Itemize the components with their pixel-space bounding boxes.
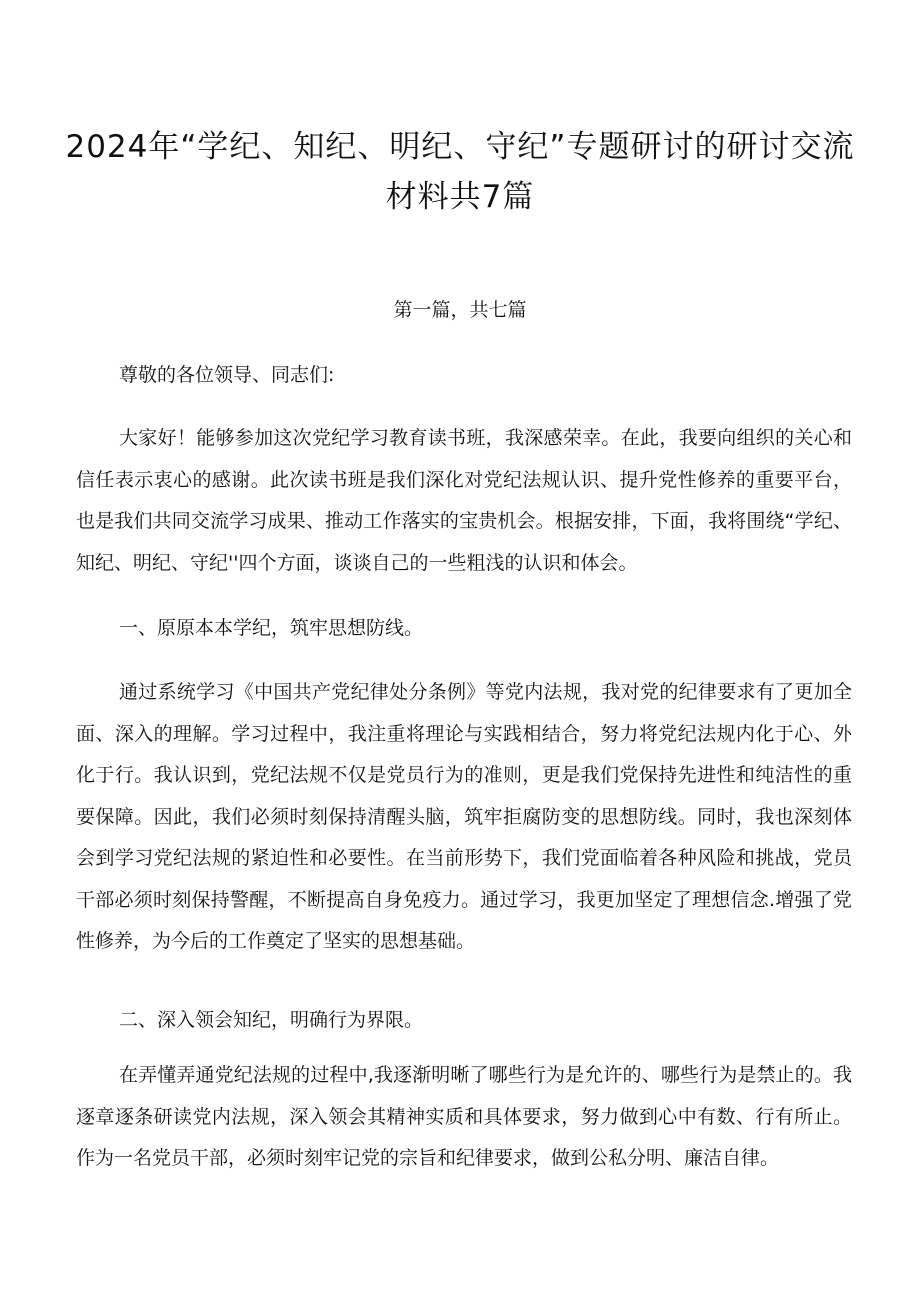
paragraph-intro: 大家好！能够参加这次党纪学习教育读书班，我深感荣幸。在此，我要向组织的关心和信任表示衷心的感谢。此次读书班是我们深化对党纪法规认识、提升党性修养的重要平台，也是我们共同交流学习成果、推动工作落实的宝贵机会。根据安排，下面，我将围绕“学纪、知纪、明纪、守纪''四个方面，谈谈自己的一些粗浅的认识和体会。 xyxy=(76,427,852,574)
paragraph-section-2: 在弄懂弄通党纪法规的过程中,我逐渐明晰了哪些行为是允许的、哪些行为是禁止的。我逐章逐条研读党内法规，深入领会其精神实质和具体要求，努力做到心中有数、行有所止。作为一名党员干部，必须时刻牢记党的宗旨和纪律要求，做到公私分明、廉洁自律。 xyxy=(76,1064,852,1169)
paragraph-section-1: 通过系统学习《中国共产党纪律处分条例》等党内法规，我对党的纪律要求有了更加全面、深入的理解。学习过程中，我注重将理论与实践相结合，努力将党纪法规内化于心、外化于行。我认识到，党纪法规不仅是党员行为的准则，更是我们党保持先进性和纯洁性的重要保障。因此，我们必须时刻保持清醒头脑，筑牢拒腐防变的思想防线。同时，我也深刻体会到学习党纪法规的紧迫性和必要性。在当前形势下，我们党面临着各种风险和挑战，党员干部必须时刻保持警醒，不断提高自身免疫力。通过学习，我更加坚定了理想信念.增强了党性修养，为今后的工作奠定了坚实的思想基础。 xyxy=(76,681,852,952)
document-subtitle: 第一篇，共七篇 xyxy=(393,299,527,321)
document-title: 2024年“学纪、知纪、明纪、守纪”专题研讨的研讨交流材料共7篇 xyxy=(65,129,855,215)
section-heading-1: 一、原原本本学纪，筑牢思想防线。 xyxy=(119,617,424,639)
salutation: 尊敬的各位领导、同志们: xyxy=(119,364,335,386)
section-heading-2: 二、深入领会知纪，明确行为界限。 xyxy=(119,1009,424,1031)
